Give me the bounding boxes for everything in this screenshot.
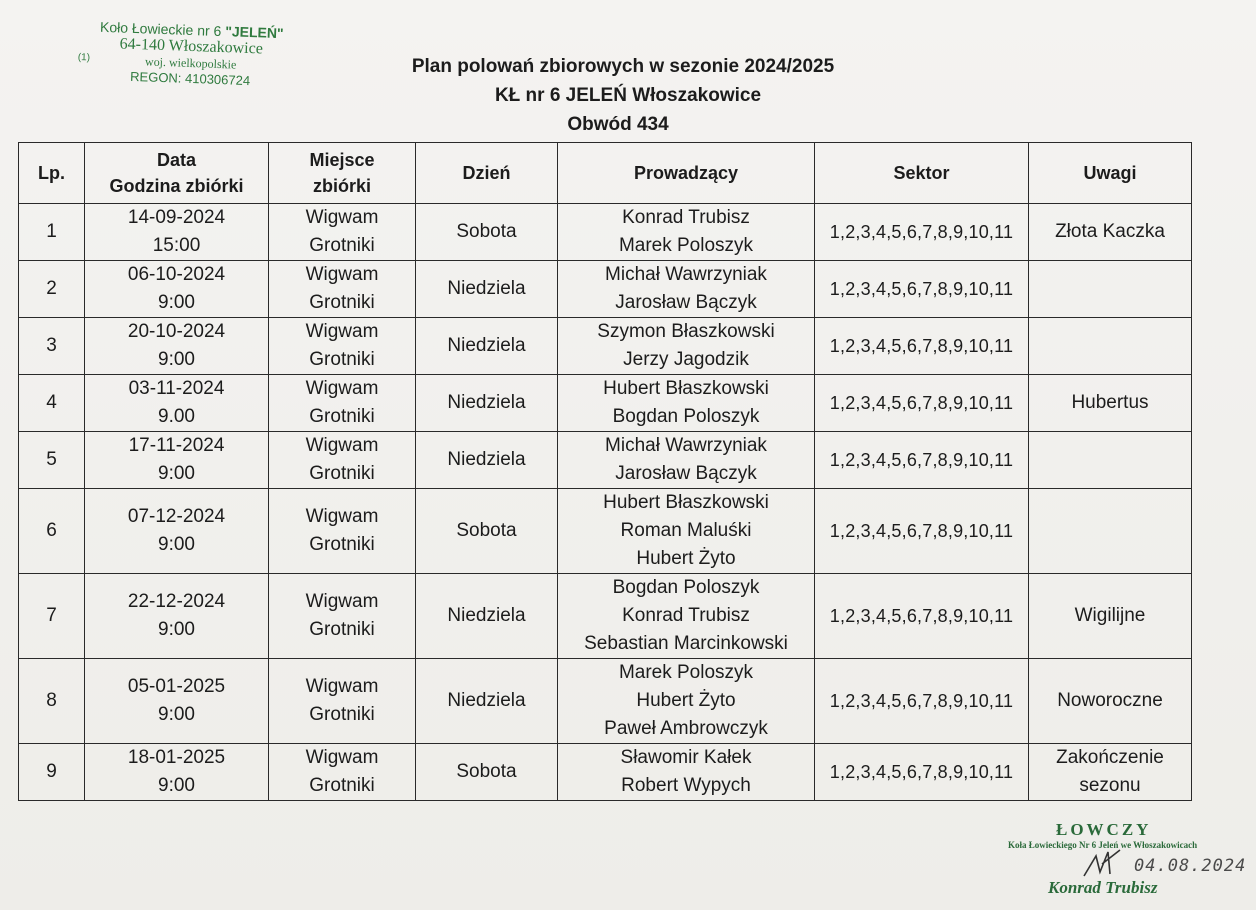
cell-lp: 7 [19, 574, 85, 659]
cell-date-value: 18-01-2025 [127, 747, 226, 768]
cell-sector: 1,2,3,4,5,6,7,8,9,10,11 [815, 375, 1029, 432]
cell-place [269, 432, 416, 489]
cell-place-line-2: Grotniki [309, 619, 375, 640]
cell-sector: 1,2,3,4,5,6,7,8,9,10,11 [815, 432, 1029, 489]
cell-day: Niedziela [416, 375, 558, 432]
cell-place [269, 375, 416, 432]
table-body [19, 204, 1192, 801]
cell-date [85, 432, 269, 489]
signature-name: Konrad Trubisz [1048, 878, 1158, 897]
header-place [269, 143, 416, 204]
cell-time-value: 9:00 [158, 292, 195, 313]
cell-place [269, 744, 416, 801]
cell-lp: 5 [19, 432, 85, 489]
cell-place [269, 261, 416, 318]
cell-time-value: 9:00 [158, 619, 195, 640]
table-header-row [19, 143, 1192, 204]
stamp-club-nickname: "JELEŃ" [224, 23, 284, 42]
cell-leaders [558, 574, 815, 659]
cell-date [85, 574, 269, 659]
header-notes: Uwagi [1029, 143, 1192, 204]
table-row [19, 744, 1192, 801]
table-row [19, 375, 1192, 432]
cell-date [85, 489, 269, 574]
cell-lp: 2 [19, 261, 85, 318]
stamp-address: 64-140 Włoszakowice [119, 35, 264, 58]
cell-sector: 1,2,3,4,5,6,7,8,9,10,11 [815, 574, 1029, 659]
notes-line-1: Wigilijne [1074, 605, 1146, 626]
cell-notes [1029, 744, 1192, 801]
cell-date [85, 744, 269, 801]
cell-lp: 8 [19, 659, 85, 744]
leader-name: Michał Wawrzyniak [605, 435, 767, 456]
cell-date-value: 03-11-2024 [128, 378, 225, 399]
cell-place-line-2: Grotniki [309, 406, 375, 427]
signature-date: 04.08.2024 [1134, 856, 1247, 876]
document-subtitle: KŁ nr 6 JELEŃ Włoszakowice [494, 85, 762, 106]
leader-name: Jarosław Bączyk [615, 463, 757, 484]
cell-leaders [558, 659, 815, 744]
leader-name: Bogdan Poloszyk [612, 577, 760, 598]
notes-line-1: Złota Kaczka [1055, 221, 1165, 242]
cell-place-line-1: Wigwam [305, 207, 379, 228]
cell-place-line-1: Wigwam [305, 747, 379, 768]
cell-time-value: 9.00 [158, 406, 195, 427]
leader-name: Roman Maluśki [620, 520, 752, 541]
cell-notes [1029, 489, 1192, 574]
cell-place-line-2: Grotniki [309, 775, 375, 796]
cell-place-line-1: Wigwam [305, 435, 379, 456]
cell-place-line-1: Wigwam [305, 264, 379, 285]
cell-place-line-2: Grotniki [309, 534, 375, 555]
leader-name: Hubert Błaszkowski [603, 378, 769, 399]
cell-day: Niedziela [416, 432, 558, 489]
cell-sector: 1,2,3,4,5,6,7,8,9,10,11 [815, 318, 1029, 375]
cell-time-value: 9:00 [158, 775, 195, 796]
header-day: Dzień [416, 143, 558, 204]
cell-date-value: 06-10-2024 [127, 264, 226, 285]
leader-name: Konrad Trubisz [622, 207, 750, 228]
hunting-plan-table [18, 142, 1192, 801]
cell-place-line-2: Grotniki [309, 292, 375, 313]
leader-name: Marek Poloszyk [618, 235, 754, 256]
document-district: Obwód 434 [567, 114, 669, 135]
notes-line-1: Zakończenie [1056, 747, 1164, 768]
cell-date [85, 375, 269, 432]
cell-date-value: 05-01-2025 [127, 676, 226, 697]
cell-date-value: 17-11-2024 [128, 435, 225, 456]
cell-place [269, 659, 416, 744]
notes-line-1: Hubertus [1071, 392, 1149, 413]
cell-sector: 1,2,3,4,5,6,7,8,9,10,11 [815, 659, 1029, 744]
cell-date [85, 318, 269, 375]
cell-day: Sobota [416, 744, 558, 801]
stamp-mark: (1) [77, 52, 91, 64]
leader-name: Paweł Ambrowczyk [604, 718, 768, 739]
document-title: Plan polowań zbiorowych w sezonie 2024/2025 [411, 56, 835, 77]
cell-leaders [558, 432, 815, 489]
table-row [19, 432, 1192, 489]
notes-line-2: sezonu [1079, 775, 1141, 796]
handwritten-signature-icon [1080, 842, 1140, 882]
leader-name: Hubert Żyto [636, 690, 736, 711]
cell-sector: 1,2,3,4,5,6,7,8,9,10,11 [815, 744, 1029, 801]
leader-name: Sebastian Marcinkowski [584, 633, 788, 654]
cell-date-value: 07-12-2024 [127, 506, 226, 527]
cell-time-value: 9:00 [158, 534, 195, 555]
cell-place-line-2: Grotniki [309, 235, 375, 256]
signature-title: ŁOWCZY [1056, 820, 1152, 839]
cell-leaders [558, 318, 815, 375]
table-row [19, 318, 1192, 375]
cell-day: Niedziela [416, 318, 558, 375]
cell-date [85, 261, 269, 318]
cell-day: Sobota [416, 489, 558, 574]
cell-leaders [558, 204, 815, 261]
cell-lp: 3 [19, 318, 85, 375]
leader-name: Jerzy Jagodzik [623, 349, 749, 370]
cell-sector: 1,2,3,4,5,6,7,8,9,10,11 [815, 489, 1029, 574]
cell-day: Sobota [416, 204, 558, 261]
stamp-club-name: Koło Łowieckie nr 6 [99, 18, 222, 40]
header-place-line-1: Miejsce [309, 150, 375, 170]
cell-date [85, 659, 269, 744]
cell-day: Niedziela [416, 261, 558, 318]
cell-place [269, 489, 416, 574]
cell-time-value: 9:00 [158, 704, 195, 725]
cell-leaders [558, 375, 815, 432]
notes-line-1: Noworoczne [1057, 690, 1163, 711]
cell-leaders [558, 744, 815, 801]
cell-notes [1029, 574, 1192, 659]
document-title-block [0, 52, 1256, 139]
cell-date-value: 14-09-2024 [127, 207, 226, 228]
cell-notes [1029, 318, 1192, 375]
cell-notes [1029, 432, 1192, 489]
table-row [19, 261, 1192, 318]
leader-name: Marek Poloszyk [618, 662, 754, 683]
stamp-regon: REGON: 410306724 [129, 68, 251, 89]
cell-place-line-1: Wigwam [305, 676, 379, 697]
cell-place-line-1: Wigwam [305, 506, 379, 527]
signature-block [1000, 820, 1250, 910]
leader-name: Sławomir Kałek [620, 747, 752, 768]
header-sector: Sektor [815, 143, 1029, 204]
cell-place [269, 318, 416, 375]
cell-sector: 1,2,3,4,5,6,7,8,9,10,11 [815, 204, 1029, 261]
cell-date-value: 22-12-2024 [127, 591, 226, 612]
cell-day: Niedziela [416, 659, 558, 744]
cell-notes [1029, 375, 1192, 432]
header-date [85, 143, 269, 204]
leader-name: Hubert Błaszkowski [603, 492, 769, 513]
cell-time-value: 15:00 [152, 235, 201, 256]
cell-notes [1029, 261, 1192, 318]
leader-name: Szymon Błaszkowski [597, 321, 775, 342]
header-date-line-2: Godzina zbiórki [109, 176, 244, 196]
table-row [19, 659, 1192, 744]
signature-subtitle: Koła Łowieckiego Nr 6 Jeleń we Włoszakowicach [1008, 840, 1198, 850]
cell-sector: 1,2,3,4,5,6,7,8,9,10,11 [815, 261, 1029, 318]
cell-place-line-2: Grotniki [309, 349, 375, 370]
cell-date [85, 204, 269, 261]
cell-place-line-2: Grotniki [309, 463, 375, 484]
table-row [19, 489, 1192, 574]
leader-name: Bogdan Poloszyk [612, 406, 760, 427]
table-row [19, 204, 1192, 261]
header-lp: Lp. [19, 143, 85, 204]
table-row [19, 574, 1192, 659]
cell-notes [1029, 204, 1192, 261]
leader-name: Hubert Żyto [636, 548, 736, 569]
cell-place-line-2: Grotniki [309, 704, 375, 725]
header-date-line-1: Data [156, 150, 196, 170]
cell-place-line-1: Wigwam [305, 378, 379, 399]
cell-day: Niedziela [416, 574, 558, 659]
cell-place [269, 574, 416, 659]
leader-name: Konrad Trubisz [622, 605, 750, 626]
cell-time-value: 9:00 [158, 463, 195, 484]
cell-place [269, 204, 416, 261]
header-place-line-2: zbiórki [312, 176, 371, 196]
cell-place-line-1: Wigwam [305, 321, 379, 342]
cell-leaders [558, 261, 815, 318]
cell-lp: 9 [19, 744, 85, 801]
leader-name: Jarosław Bączyk [615, 292, 757, 313]
cell-lp: 4 [19, 375, 85, 432]
cell-date-value: 20-10-2024 [127, 321, 226, 342]
cell-place-line-1: Wigwam [305, 591, 379, 612]
header-leaders: Prowadzący [558, 143, 815, 204]
cell-notes [1029, 659, 1192, 744]
stamp-voivodeship: woj. wielkopolskie [144, 54, 237, 72]
cell-time-value: 9:00 [158, 349, 195, 370]
cell-lp: 6 [19, 489, 85, 574]
leader-name: Robert Wypych [621, 775, 751, 796]
cell-leaders [558, 489, 815, 574]
leader-name: Michał Wawrzyniak [605, 264, 767, 285]
cell-lp: 1 [19, 204, 85, 261]
